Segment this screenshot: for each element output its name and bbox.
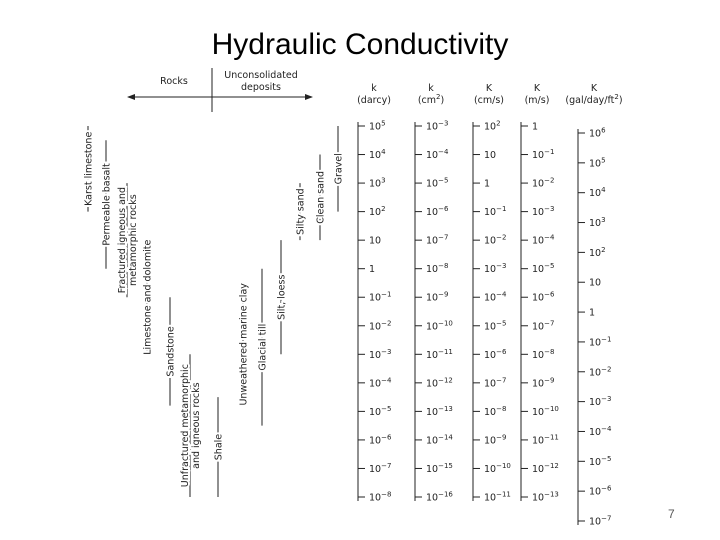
scale-4-tick-label-4: $10^2$ (589, 245, 606, 259)
scale-1-tick-label-11: $10^{-14}$ (426, 433, 453, 447)
rock-label-6-0: Shale (213, 433, 225, 461)
scale-4-tick-label-5: 10 (589, 277, 602, 289)
scale-4-tick-label-6: 1 (589, 307, 596, 319)
scale-2-tick-label-8: $10^{-6}$ (484, 347, 507, 361)
unconsolidated-range-1 (258, 269, 269, 426)
page-number: 7 (668, 507, 675, 521)
unconsolidated-range-0 (239, 283, 250, 406)
scale-2 (473, 83, 511, 504)
scale-1-tick-label-7: $10^{-10}$ (426, 319, 453, 333)
scale-1-name: k (428, 83, 434, 94)
scale-1 (415, 83, 453, 504)
rock-range-1 (102, 140, 113, 268)
scale-1-tick-label-4: $10^{-7}$ (426, 233, 449, 247)
scale-2-tick-label-2: 1 (484, 178, 491, 190)
scale-2-unit: (cm/s) (473, 95, 505, 106)
scale-3-tick-label-1: $10^{-1}$ (532, 148, 555, 162)
scale-0-tick-label-6: $10^{-1}$ (369, 290, 392, 304)
scale-4-tick-label-2: $10^4$ (589, 186, 606, 200)
scale-0-tick-label-8: $10^{-3}$ (369, 347, 392, 361)
scale-4-tick-label-8: $10^{-2}$ (589, 365, 612, 379)
scale-1-unit: $(cm^2)$ (417, 93, 445, 106)
scale-4-unit: $(gal/day/ft^2)$ (565, 93, 623, 106)
category-legend (128, 68, 312, 112)
unconsolidated-label-5-0: Gravel (333, 153, 345, 185)
scale-4-tick-label-7: $10^{-1}$ (589, 335, 612, 349)
unconsolidated-range-2 (277, 240, 288, 354)
scale-4-tick-label-12: $10^{-6}$ (589, 484, 612, 498)
unconsolidated-range-5 (334, 126, 345, 212)
scale-3-tick-label-12: $10^{-12}$ (532, 461, 559, 475)
scale-2-tick-label-11: $10^{-9}$ (484, 433, 507, 447)
scale-1-tick-label-5: $10^{-8}$ (426, 262, 449, 276)
scale-2-tick-label-13: $10^{-11}$ (484, 490, 511, 504)
scale-4-tick-label-10: $10^{-4}$ (589, 424, 612, 438)
material-ranges (84, 126, 345, 497)
scale-4 (565, 83, 622, 528)
scale-0-tick-label-12: $10^{-7}$ (369, 461, 392, 475)
rock-label-1-0: Permeable basalt (101, 163, 113, 246)
scale-4-tick-label-3: $10^3$ (589, 216, 606, 230)
rock-range-6 (214, 397, 225, 497)
scale-1-tick-label-0: $10^{-3}$ (426, 119, 449, 133)
rock-range-0 (84, 126, 95, 212)
unconsolidated-label-0-0: Unweathered marine clay (238, 283, 250, 406)
scale-3-tick-label-10: $10^{-10}$ (532, 404, 559, 418)
scale-1-tick-label-9: $10^{-12}$ (426, 376, 453, 390)
scale-0-tick-label-7: $10^{-2}$ (369, 319, 392, 333)
scale-0-unit: (darcy) (357, 95, 391, 106)
scale-0-tick-label-2: $10^3$ (369, 176, 386, 190)
rock-label-3-0: Limestone and dolomite (142, 239, 154, 355)
unconsolidated-label-1-0: Glacial till (257, 323, 269, 371)
rock-label-5-1: and igneous rocks (191, 382, 202, 469)
scale-3-tick-label-13: $10^{-13}$ (532, 490, 559, 504)
scale-3-tick-label-6: $10^{-6}$ (532, 290, 555, 304)
scale-2-tick-label-0: $10^2$ (484, 119, 501, 133)
rock-label-5-0: Unfractured metamorphic (180, 364, 191, 488)
unconsolidated-label-line1: Unconsolidated (224, 70, 298, 81)
scale-2-tick-label-9: $10^{-7}$ (484, 376, 507, 390)
scale-1-tick-label-3: $10^{-6}$ (426, 205, 449, 219)
rock-label-2-1: metamorphic rocks (128, 194, 139, 287)
scale-3-tick-label-11: $10^{-11}$ (532, 433, 559, 447)
scale-3-tick-label-7: $10^{-7}$ (532, 319, 555, 333)
scale-1-tick-label-6: $10^{-9}$ (426, 290, 449, 304)
scale-4-name: K (590, 83, 598, 94)
rock-range-3 (143, 240, 154, 355)
scale-3 (521, 83, 559, 504)
scale-4-tick-label-9: $10^{-3}$ (589, 395, 612, 409)
scale-0-name: k (371, 83, 377, 94)
scale-4-tick-label-13: $10^{-7}$ (589, 514, 612, 528)
scale-0-tick-label-9: $10^{-4}$ (369, 376, 392, 390)
scale-0-tick-label-3: $10^2$ (369, 205, 386, 219)
scale-0-tick-label-1: $10^4$ (369, 148, 386, 162)
scale-0-tick-label-5: 1 (369, 264, 376, 276)
scale-3-name: K (533, 83, 541, 94)
rock-label-0-0: Karst limestone (83, 131, 95, 206)
rock-range-4 (166, 297, 177, 405)
scale-0 (357, 83, 392, 504)
scale-2-tick-label-12: $10^{-10}$ (484, 461, 511, 475)
scale-2-tick-label-7: $10^{-5}$ (484, 319, 507, 333)
scale-2-tick-label-5: $10^{-3}$ (484, 262, 507, 276)
unconsolidated-label-3-0: Silty sand (295, 188, 307, 235)
scale-1-tick-label-10: $10^{-13}$ (426, 404, 453, 418)
scale-3-unit: (m/s) (524, 95, 550, 106)
scale-0-tick-label-0: $10^5$ (369, 119, 386, 133)
scale-3-tick-label-0: 1 (532, 121, 539, 133)
scale-4-tick-label-1: $10^5$ (589, 156, 606, 170)
scale-1-tick-label-12: $10^{-15}$ (426, 461, 453, 475)
slide-title: Hydraulic Conductivity (211, 28, 509, 61)
rock-label-4-0: Sandstone (165, 326, 177, 377)
scale-2-tick-label-10: $10^{-8}$ (484, 404, 507, 418)
scale-0-tick-label-10: $10^{-5}$ (369, 404, 392, 418)
rock-range-2 (117, 183, 139, 297)
scale-3-tick-label-9: $10^{-9}$ (532, 376, 555, 390)
scale-1-tick-label-8: $10^{-11}$ (426, 347, 453, 361)
unconsolidated-range-3 (296, 183, 307, 240)
scale-4-tick-label-0: $10^6$ (589, 126, 606, 140)
unconsolidated-range-4 (316, 155, 327, 241)
scale-1-tick-label-13: $10^{-16}$ (426, 490, 453, 504)
scale-3-tick-label-2: $10^{-2}$ (532, 176, 555, 190)
unconsolidated-label-4-0: Clean sand (315, 170, 327, 224)
conversion-scales (357, 83, 622, 528)
scale-1-tick-label-2: $10^{-5}$ (426, 176, 449, 190)
scale-2-tick-label-3: $10^{-1}$ (484, 205, 507, 219)
unconsolidated-label-2-0: Silt, loess (276, 274, 288, 320)
rocks-label: Rocks (160, 76, 188, 87)
rock-label-2-0: Fractured igneous and (117, 187, 128, 294)
scale-0-tick-label-11: $10^{-6}$ (369, 433, 392, 447)
scale-2-tick-label-4: $10^{-2}$ (484, 233, 507, 247)
scale-3-tick-label-5: $10^{-5}$ (532, 262, 555, 276)
scale-0-tick-label-13: $10^{-8}$ (369, 490, 392, 504)
rock-range-5 (180, 354, 202, 497)
scale-2-tick-label-6: $10^{-4}$ (484, 290, 507, 304)
scale-2-name: K (485, 83, 493, 94)
scale-1-tick-label-1: $10^{-4}$ (426, 148, 449, 162)
scale-4-tick-label-11: $10^{-5}$ (589, 454, 612, 468)
scale-0-tick-label-4: 10 (369, 235, 382, 247)
unconsolidated-label-line2: deposits (241, 82, 281, 93)
scale-3-tick-label-3: $10^{-3}$ (532, 205, 555, 219)
scale-3-tick-label-4: $10^{-4}$ (532, 233, 555, 247)
scale-2-tick-label-1: 10 (484, 150, 497, 162)
scale-3-tick-label-8: $10^{-8}$ (532, 347, 555, 361)
